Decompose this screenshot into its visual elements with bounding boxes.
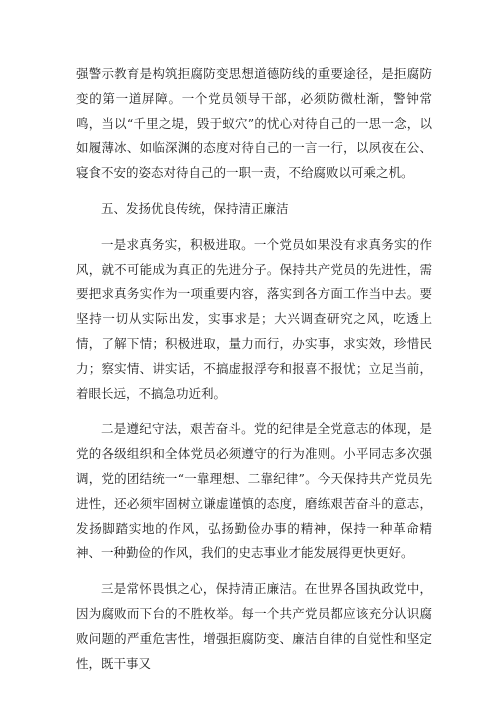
paragraph-integrity: 三是常怀畏惧之心，保持清正廉洁。在世界各国执政党中，因为腐败而下台的不胜枚举。每一个共产党员都应该充分认识腐败问题的严重危害性，增强拒腐防变、廉洁自律的自觉性和坚定性，既干事又: [76, 581, 432, 671]
paragraph-discipline: 二是遵纪守法，艰苦奋斗。党的纪律是全党意志的体现，是党的各级组织和全体党员必须遵守的行为准则。小平同志多次强调，党的团结统一“一靠理想、二靠纪律”。今天保持共产党员先进性，还必须牢固树立谦虚谨慎的态度，磨练艰苦奋斗的意志，发扬脚踏实地的作风，弘扬勤俭办事的精神，保持一种革命精神、一种勤俭的作风，我们的史志事业才能发展得更快更好。: [76, 421, 432, 561]
section-heading: 五、发扬优良传统，保持清正廉洁: [101, 200, 289, 216]
paragraph-continuation: 强警示教育是构筑拒腐防变思想道德防线的重要途径，是拒腐防变的第一道屏障。一个党员领导干部，必须防微杜渐，警钟常鸣，当以“千里之堤，毁于蚁穴”的忧心对待自己的一思一念，以如履薄冰、如临深渊的态度对待自己的一言一行，以夙夜在公、寝食不安的姿态对待自己的一职一责，不给腐败以可乘之机。: [76, 66, 432, 181]
paragraph-seek-truth: 一是求真务实，积极进取。一个党员如果没有求真务实的作风，就不可能成为真正的先进分子。保持共产党员的先进性，需要把求真务实作为一项重要内容，落实到各方面工作当中去。要坚持一切从实际出发，实事求是；大兴调查研究之风，吃透上情，了解下情；积极进取，量力而行，办实事，求实效，珍惜民力；察实情、讲实话，不搞虚报浮夸和报喜不报忧；立足当前，着眼长远，不搞急功近利。: [76, 236, 432, 401]
document-body: [76, 62, 432, 687]
